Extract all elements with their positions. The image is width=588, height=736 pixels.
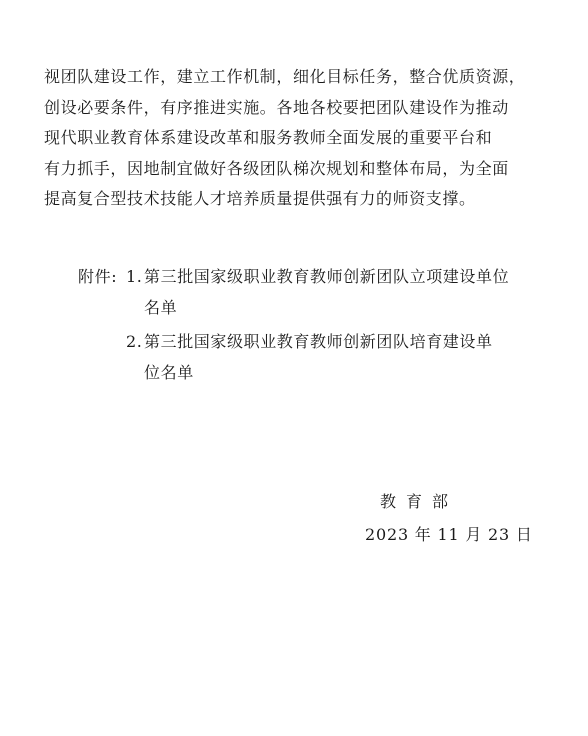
body-line: 创设必要条件，有序推进实施。各地各校要把团队建设作为推动 (44, 97, 509, 117)
body-line: 现代职业教育体系建设改革和服务教师全面发展的重要平台和 (44, 128, 493, 147)
attachment-title-line: 第三批国家级职业教育教师创新团队立项建设单位 (144, 267, 510, 286)
attachment-item (78, 262, 548, 323)
attachment-title (126, 262, 548, 323)
attachment-item (78, 327, 548, 388)
body-line: 视团队建设工作，建立工作机制，细化目标任务，整合优质资源， (44, 67, 526, 86)
attachments-label: 附件: (78, 267, 118, 286)
body-line: 提高复合型技术技能人才培养质量提供强有力的师资支撑。 (44, 189, 476, 208)
body-line: 有力抓手，因地制宜做好各级团队梯次规划和整体布局，为全面 (44, 158, 509, 178)
attachment-number: 1. (126, 267, 143, 286)
attachment-title-line: 名单 (144, 297, 178, 317)
attachment-title (126, 327, 548, 388)
attachments-section (78, 262, 548, 388)
attachment-title-line: 第三批国家级职业教育教师创新团队培育建设单 (144, 332, 493, 351)
issuer-signature: 教育部 (380, 492, 459, 511)
attachment-title-line: 位名单 (144, 362, 194, 382)
body-paragraph (44, 62, 544, 215)
attachment-number: 2. (126, 332, 143, 351)
issue-date: 2023 年 11 月 23 日 (365, 525, 533, 544)
